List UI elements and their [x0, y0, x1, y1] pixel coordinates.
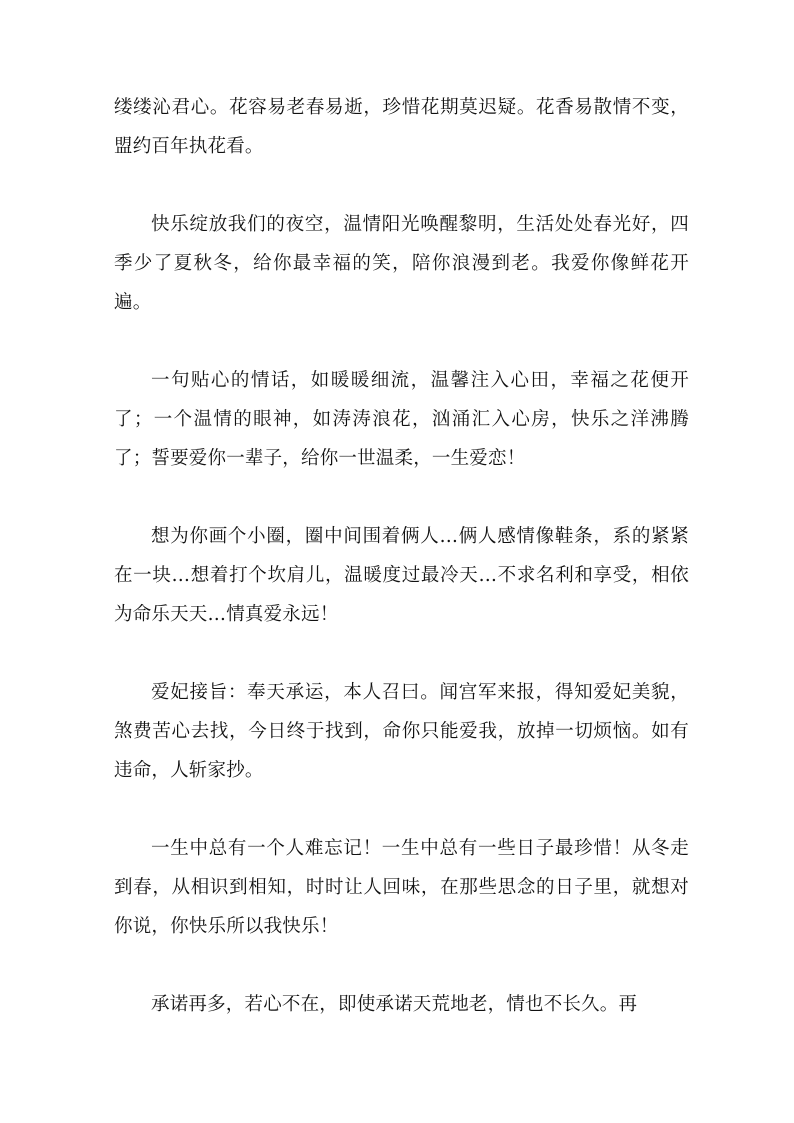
paragraph: 一生中总有一个人难忘记！一生中总有一些日子最珍惜！从冬走到春，从相识到相知，时时让人回味，在那些思念的日子里，就想对你说，你快乐所以我快乐！	[114, 838, 689, 937]
paragraph: 爱妃接旨：奉天承运，本人召曰。闻宫军来报，得知爱妃美貌，煞费苦心去找，今日终于找到，命你只能爱我，放掉一切烦恼。如有违命，人斩家抄。	[114, 682, 689, 781]
paragraph: 快乐绽放我们的夜空，温情阳光唤醒黎明，生活处处春光好，四季少了夏秋冬，给你最幸福的笑，陪你浪漫到老。我爱你像鲜花开遍。	[114, 214, 689, 313]
paragraph: 想为你画个小圈，圈中间围着俩人…俩人感情像鞋条，系的紧紧在一块…想着打个坎肩儿，温暖度过最冷天…不求名利和享受，相依为命乐天天…情真爱永远！	[114, 526, 689, 625]
paragraph: 承诺再多，若心不在，即使承诺天荒地老，情也不长久。再	[151, 994, 638, 1015]
paragraph: 缕缕沁君心。花容易老春易逝，珍惜花期莫迟疑。花香易散情不变，盟约百年执花看。	[114, 97, 689, 157]
paragraph: 一句贴心的情话，如暖暖细流，温馨注入心田，幸福之花便开了；一个温情的眼神，如涛涛浪花，汹涌汇入心房，快乐之洋沸腾了；誓要爱你一辈子，给你一世温柔，一生爱恋！	[114, 370, 689, 469]
document-body	[114, 88, 689, 1063]
